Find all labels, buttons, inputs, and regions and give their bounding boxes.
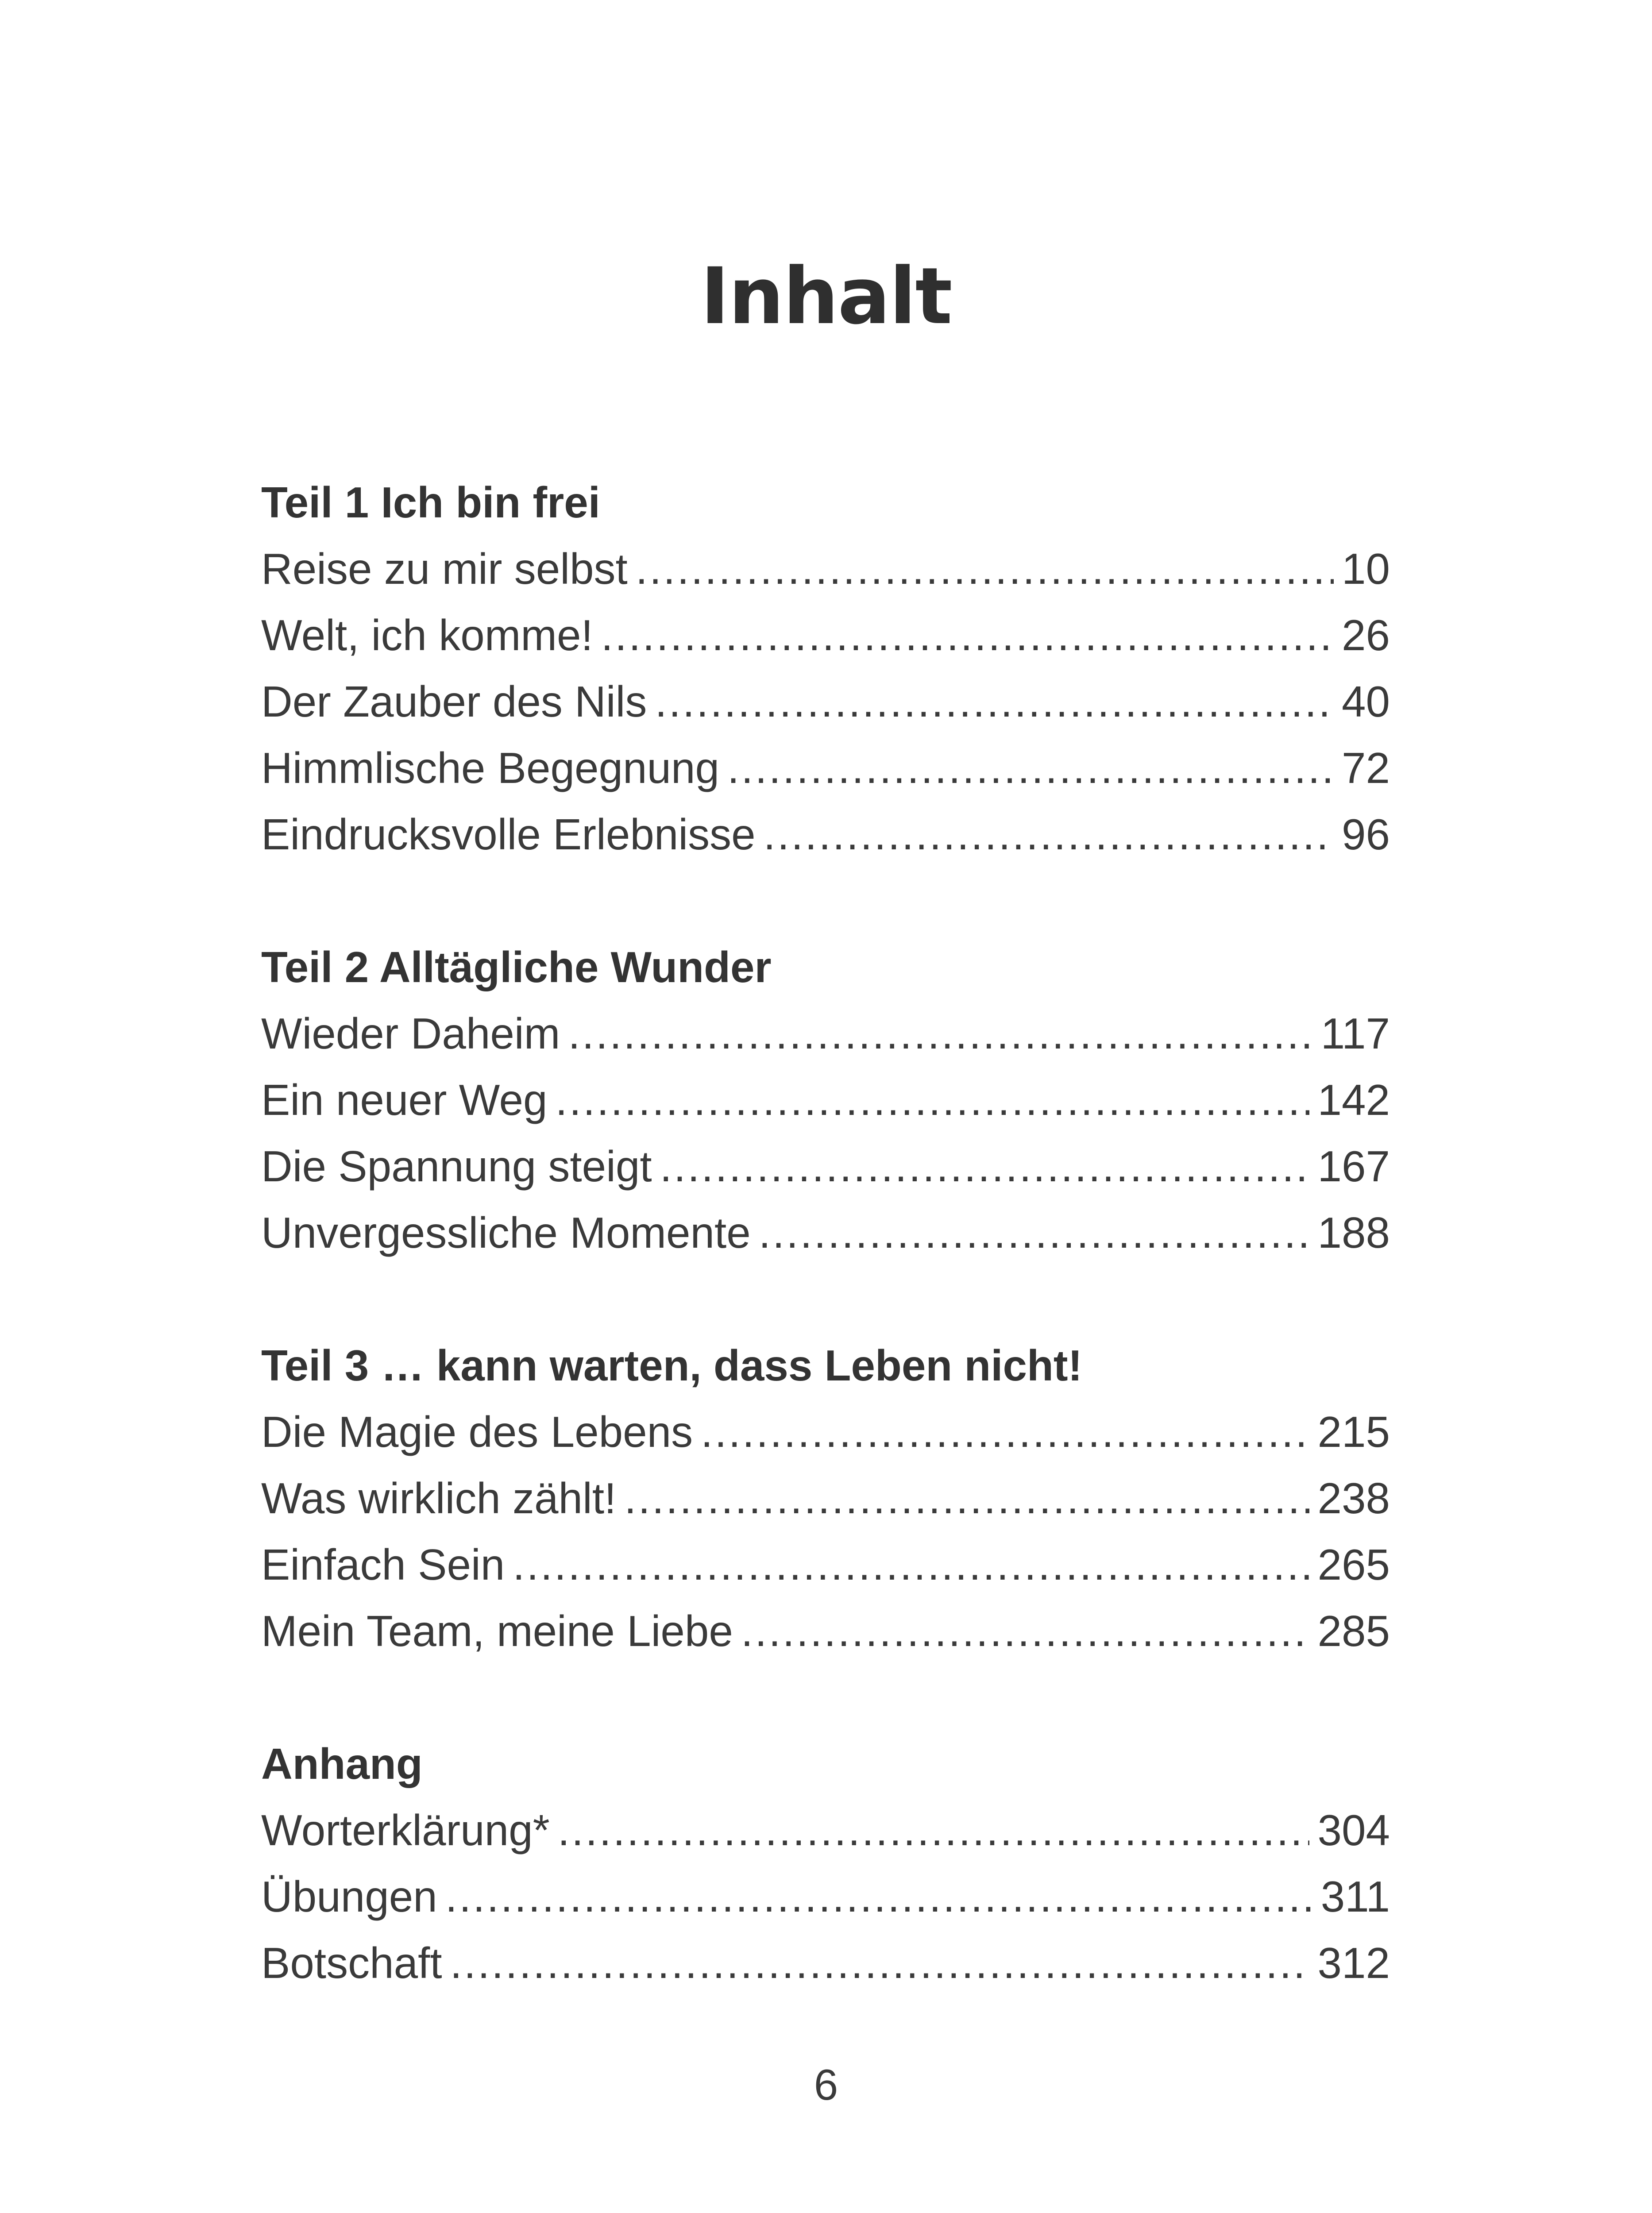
toc-entry[interactable] xyxy=(261,1133,1390,1199)
toc-section-4 xyxy=(261,1731,1390,1996)
dot-leader xyxy=(450,1930,1310,1996)
toc-section-2 xyxy=(261,934,1390,1266)
entry-label: Die Spannung steigt xyxy=(261,1142,652,1191)
dot-leader xyxy=(759,1199,1310,1266)
toc-entry[interactable] xyxy=(261,1000,1390,1067)
toc-entry[interactable] xyxy=(261,1863,1390,1930)
dot-leader xyxy=(764,801,1334,867)
entry-label: Was wirklich zählt! xyxy=(261,1474,617,1523)
dot-leader xyxy=(624,1465,1309,1531)
toc-entry[interactable] xyxy=(261,801,1390,867)
toc-entry[interactable] xyxy=(261,1399,1390,1465)
entry-label: Eindrucksvolle Erlebnisse xyxy=(261,810,756,859)
entry-label: Himmlische Begegnung xyxy=(261,744,719,792)
entry-label: Unvergessliche Momente xyxy=(261,1208,751,1257)
entry-page: 142 xyxy=(1317,1076,1390,1124)
section-title: Teil 1 Ich bin frei xyxy=(261,478,601,527)
toc-entry[interactable] xyxy=(261,1465,1390,1531)
dot-leader xyxy=(655,668,1334,735)
entry-label: Wieder Daheim xyxy=(261,1009,560,1058)
section-title: Teil 2 Alltägliche Wunder xyxy=(261,943,772,991)
toc-entry[interactable] xyxy=(261,1797,1390,1863)
entry-page: 285 xyxy=(1317,1607,1390,1655)
entry-label: Mein Team, meine Liebe xyxy=(261,1607,733,1655)
entry-label: Botschaft xyxy=(261,1939,442,1987)
entry-page: 72 xyxy=(1341,744,1390,792)
toc-entry[interactable] xyxy=(261,1199,1390,1266)
toc-entry[interactable] xyxy=(261,668,1390,735)
toc-entry[interactable] xyxy=(261,1531,1390,1598)
toc-section-1 xyxy=(261,469,1390,867)
entry-page: 312 xyxy=(1317,1939,1390,1987)
toc-entry[interactable] xyxy=(261,602,1390,668)
toc-entry[interactable] xyxy=(261,536,1390,602)
entry-page: 167 xyxy=(1317,1142,1390,1191)
toc-entry[interactable] xyxy=(261,1598,1390,1664)
entry-label: Einfach Sein xyxy=(261,1540,505,1589)
entry-page: 117 xyxy=(1320,1009,1390,1058)
toc-entry[interactable] xyxy=(261,1067,1390,1133)
entry-page: 304 xyxy=(1317,1806,1390,1854)
section-title: Teil 3 … kann warten, dass Leben nicht! xyxy=(261,1341,1083,1390)
entry-label: Worterklärung* xyxy=(261,1806,550,1854)
dot-leader xyxy=(568,1000,1312,1067)
entry-page: 40 xyxy=(1341,677,1390,726)
page-number: 6 xyxy=(814,2060,838,2109)
dot-leader xyxy=(555,1067,1309,1133)
entry-label: Übungen xyxy=(261,1872,437,1921)
toc-entry[interactable] xyxy=(261,735,1390,801)
dot-leader xyxy=(601,602,1334,668)
entry-page: 96 xyxy=(1341,810,1390,859)
dot-leader xyxy=(701,1399,1309,1465)
entry-page: 188 xyxy=(1317,1208,1390,1257)
entry-label: Reise zu mir selbst xyxy=(261,544,628,593)
entry-page: 311 xyxy=(1320,1872,1390,1921)
toc-section-3 xyxy=(261,1332,1390,1664)
entry-page: 215 xyxy=(1317,1407,1390,1456)
entry-page: 10 xyxy=(1341,544,1390,593)
entry-label: Der Zauber des Nils xyxy=(261,677,647,726)
page-title: Inhalt xyxy=(700,251,952,342)
dot-leader xyxy=(741,1598,1310,1664)
dot-leader xyxy=(445,1863,1313,1930)
dot-leader xyxy=(513,1531,1309,1598)
table-of-contents xyxy=(261,469,1390,2063)
entry-page: 26 xyxy=(1341,611,1390,659)
entry-label: Welt, ich komme! xyxy=(261,611,593,659)
toc-entry[interactable] xyxy=(261,1930,1390,1996)
dot-leader xyxy=(636,536,1334,602)
entry-page: 265 xyxy=(1317,1540,1390,1589)
dot-leader xyxy=(558,1797,1310,1863)
dot-leader xyxy=(727,735,1334,801)
entry-page: 238 xyxy=(1317,1474,1390,1523)
entry-label: Die Magie des Lebens xyxy=(261,1407,693,1456)
dot-leader xyxy=(660,1133,1310,1199)
section-title: Anhang xyxy=(261,1739,423,1788)
entry-label: Ein neuer Weg xyxy=(261,1076,548,1124)
